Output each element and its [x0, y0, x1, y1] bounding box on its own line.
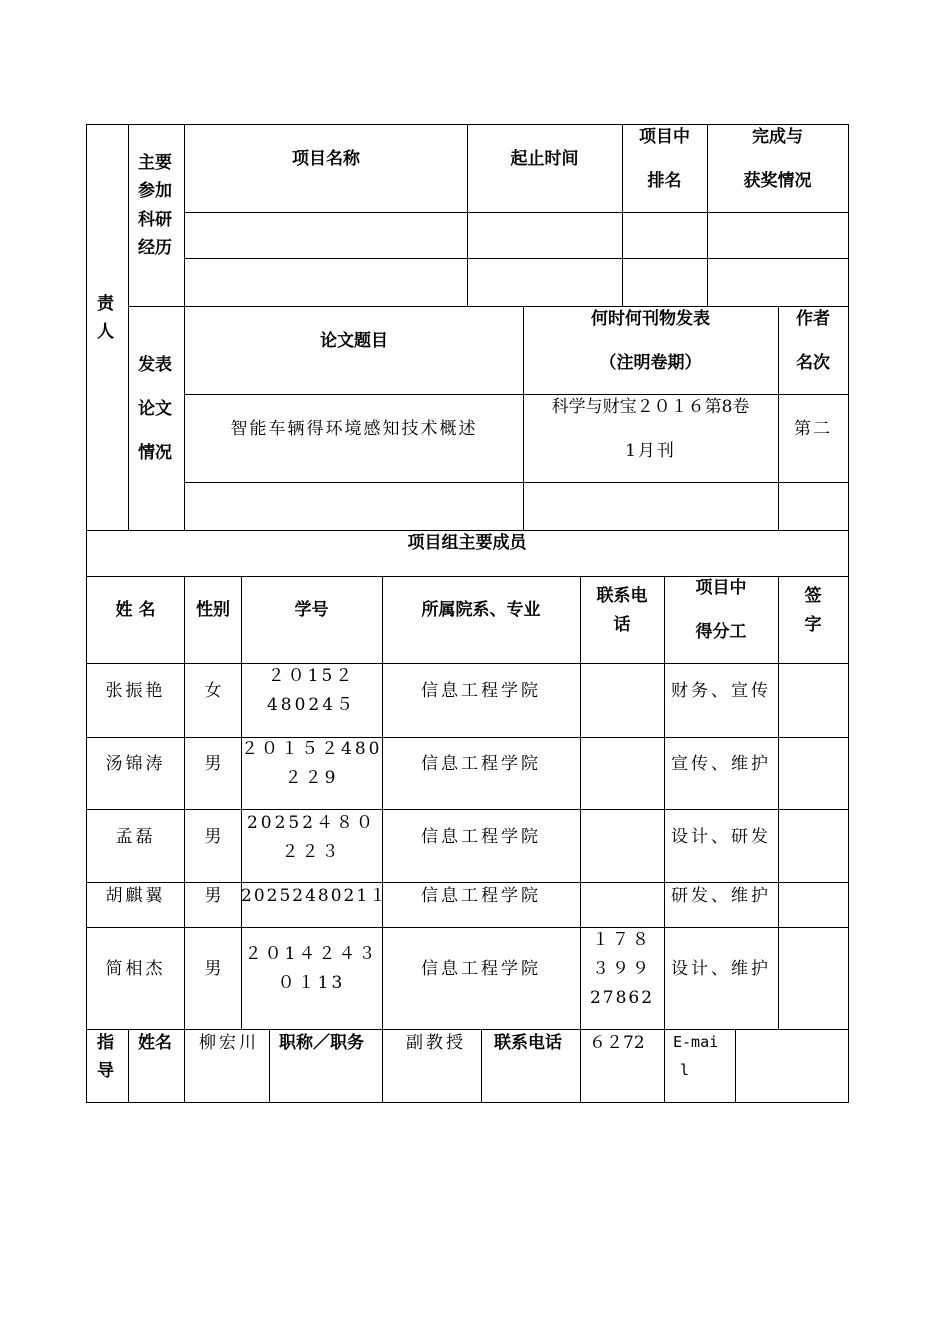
header-member-role-2: 得分工: [695, 622, 747, 642]
advisor-email-label-2: l: [680, 1061, 690, 1079]
advisor-name: 柳宏川: [199, 1033, 259, 1053]
members-section-title: 项目组主要成员: [407, 533, 527, 553]
responsible-label-2: 人: [97, 322, 114, 342]
header-member-phone-1: 联系电: [596, 586, 648, 606]
member-name: 简相杰: [105, 959, 166, 979]
member-department: 信息工程学院: [421, 886, 541, 906]
header-project-name: 项目名称: [292, 149, 360, 169]
advisor-label-1: 指: [97, 1033, 114, 1053]
header-author-rank-2: 名次: [796, 353, 830, 373]
member-name: 胡麒翼: [105, 886, 166, 906]
member-id-1: ２０1４２４３: [244, 944, 379, 964]
advisor-email-label-1: E-mai: [673, 1033, 719, 1051]
paper-author-rank: 第二: [794, 419, 832, 439]
advisor-phone: ６２72: [589, 1033, 645, 1053]
paper-journal-2: 1月刊: [625, 441, 676, 461]
header-award-1: 完成与: [752, 127, 803, 147]
header-member-department: 所属院系、专业: [421, 600, 541, 620]
advisor-name-label: 姓名: [138, 1033, 172, 1053]
member-gender: 女: [204, 681, 222, 701]
research-label-3: 科研: [138, 210, 172, 230]
member-gender: 男: [204, 886, 222, 906]
research-label-2: 参加: [138, 181, 172, 201]
paper-journal-1: 科学与财宝２０１６第8卷: [551, 397, 750, 417]
research-label-4: 经历: [138, 238, 172, 258]
member-name: 张振艳: [105, 681, 166, 701]
member-id-1: 20252４８０: [246, 813, 377, 833]
advisor-title-label: 职称／职务: [279, 1033, 364, 1053]
member-gender: 男: [204, 959, 222, 979]
member-department: 信息工程学院: [421, 959, 541, 979]
advisor-label-2: 导: [97, 1061, 114, 1081]
header-member-role-1: 项目中: [695, 578, 747, 598]
header-period: 起止时间: [510, 149, 579, 169]
member-role: 设计、维护: [671, 959, 771, 979]
member-role: 宣传、维护: [671, 754, 771, 774]
header-when-where-2: （注明卷期）: [599, 353, 702, 373]
member-department: 信息工程学院: [421, 827, 541, 847]
header-author-rank-1: 作者: [796, 309, 830, 329]
member-role: 财务、宣传: [671, 681, 771, 701]
member-department: 信息工程学院: [421, 754, 541, 774]
member-id-2: ２２３: [281, 842, 342, 862]
member-phone-2: ３９９: [592, 959, 652, 979]
member-role: 研发、维护: [671, 886, 771, 906]
header-paper-title: 论文题目: [320, 331, 388, 351]
member-id-2: 48024５: [266, 695, 357, 715]
member-id-1: ２０１５２480: [241, 739, 383, 759]
header-member-sign-2: 字: [804, 615, 822, 635]
member-gender: 男: [204, 827, 222, 847]
advisor-title: 副教授: [406, 1033, 466, 1053]
member-name: 汤锦涛: [105, 754, 166, 774]
publication-label-3: 情况: [138, 443, 172, 463]
member-id-2: ０１13: [277, 973, 346, 993]
member-gender: 男: [204, 754, 222, 774]
paper-title: 智能车辆得环境感知技术概述: [230, 419, 478, 439]
header-rank-1: 项目中: [639, 127, 690, 147]
header-rank-2: 排名: [647, 171, 682, 191]
header-member-sign-1: 签: [804, 586, 822, 606]
publication-label-2: 论文: [138, 399, 172, 419]
member-name: 孟磊: [115, 827, 156, 847]
responsible-label-1: 责: [97, 294, 114, 314]
header-member-phone-2: 话: [613, 615, 631, 635]
publication-label-1: 发表: [138, 355, 172, 375]
member-phone-3: 27862: [589, 988, 655, 1008]
member-id-2: ２２9: [284, 768, 339, 788]
header-member-name: 姓 名: [115, 600, 156, 620]
header-member-gender: 性别: [196, 600, 230, 620]
header-award-2: 获奖情况: [743, 171, 812, 191]
research-label-1: 主要: [138, 153, 172, 173]
member-role: 设计、研发: [671, 827, 771, 847]
advisor-phone-label: 联系电话: [494, 1033, 562, 1053]
member-phone-1: １７８: [592, 930, 652, 950]
member-id-1: ２０15２: [267, 666, 356, 686]
header-when-where-1: 何时何刊物发表: [591, 309, 710, 329]
member-department: 信息工程学院: [421, 681, 541, 701]
member-id-1: 2025248021１: [241, 886, 389, 906]
header-member-id: 学号: [294, 600, 329, 620]
